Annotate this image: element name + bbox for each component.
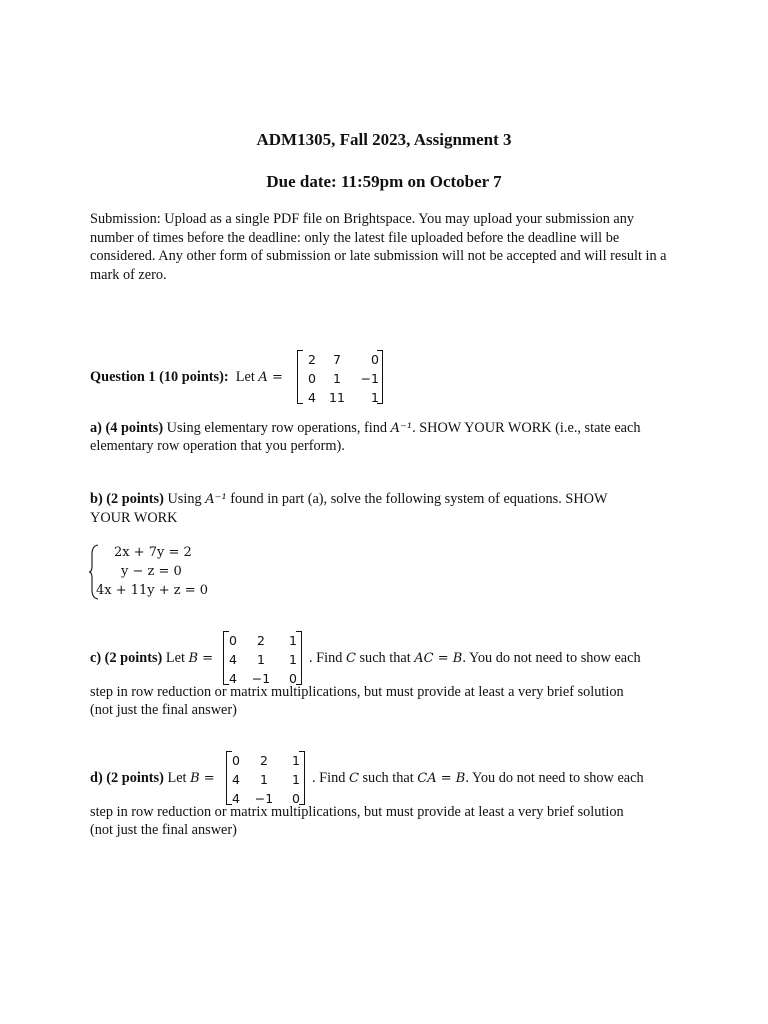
part-c-line-1-right: [309, 650, 641, 667]
matrix-cell: 2: [308, 352, 316, 367]
part-c-find: . Find: [309, 650, 343, 666]
part-d-line-1-left: [90, 770, 215, 787]
part-d-find: . Find: [312, 770, 346, 786]
matrix-cell: 4: [232, 791, 240, 806]
matrix-cell: 4: [229, 652, 237, 667]
part-b-line-1: [90, 491, 607, 508]
matrix-cell: 1: [371, 390, 379, 405]
part-c-such: such that: [359, 650, 411, 666]
part-a-label: a) (4 points): [90, 420, 164, 436]
matrix-cell: 0: [289, 671, 297, 686]
matrix-cell: 0: [292, 791, 300, 806]
part-d-let: Let: [167, 770, 187, 786]
matrix-cell: 0: [371, 352, 379, 367]
matrix-cell: 4: [308, 390, 316, 405]
matrix-cell: 0: [232, 753, 240, 768]
part-d-line-2: step in row reduction or matrix multiplications, but must provide at least a very brief solution: [90, 804, 624, 820]
inverse-symbol: A⁻¹: [205, 492, 227, 507]
question-1-intro: [90, 369, 283, 386]
part-c-line-1-left: [90, 650, 213, 667]
matrix-a-name: A =: [258, 370, 283, 385]
inverse-symbol: A⁻¹: [390, 421, 413, 436]
matrix-cell: 1: [333, 371, 341, 386]
part-d-label: d) (2 points): [90, 770, 164, 786]
matrix-b-grid: [229, 631, 297, 688]
matrix-cell: 0: [229, 633, 237, 648]
question-1-label: Question 1 (10 points):: [90, 369, 229, 385]
matrix-b-d: [226, 751, 305, 805]
assignment-title: ADM1305, Fall 2023, Assignment 3: [256, 130, 512, 149]
matrix-cell: −1: [254, 791, 274, 806]
matrix-cell: 11: [329, 390, 345, 405]
matrix-a: [297, 350, 383, 404]
matrix-b-grid: [232, 751, 300, 808]
equation-2: y − z = 0: [121, 564, 182, 579]
part-c-tail: . You do not need to show each: [462, 650, 641, 666]
equation-ca-b: CA = B: [417, 771, 466, 786]
part-a-text: Using elementary row operations, find: [166, 420, 388, 436]
matrix-cell: 4: [229, 671, 237, 686]
matrix-cell: 2: [260, 753, 268, 768]
equation-1: 2x + 7y = 2: [114, 545, 192, 560]
part-c-label: c) (2 points): [90, 650, 163, 666]
part-a-line-1: [90, 420, 641, 437]
matrix-b-name: B =: [190, 771, 215, 786]
matrix-a-grid: [303, 350, 379, 407]
matrix-cell: 4: [232, 772, 240, 787]
part-c-line-2: step in row reduction or matrix multiplications, but must provide at least a very brief solution: [90, 684, 624, 700]
matrix-cell: 1: [257, 652, 265, 667]
part-d-line-3: (not just the final answer): [90, 822, 237, 838]
matrix-cell: 0: [308, 371, 316, 386]
matrix-cell: −1: [360, 371, 379, 386]
matrix-cell: 2: [257, 633, 265, 648]
equation-ac-b: AC = B: [414, 651, 463, 666]
part-a-text-2: . SHOW YOUR WORK (i.e., state each: [412, 420, 641, 436]
part-d-such: such that: [362, 770, 414, 786]
part-c-let: Let: [165, 650, 185, 666]
matrix-cell: 1: [260, 772, 268, 787]
part-d-line-1-right: [312, 770, 644, 787]
matrix-cell: 1: [292, 753, 300, 768]
part-d-tail: . You do not need to show each: [465, 770, 644, 786]
equation-3: 4x + 11y + z = 0: [96, 583, 209, 598]
part-b-text: Using: [167, 491, 202, 507]
part-c-line-3: (not just the final answer): [90, 702, 237, 718]
matrix-b-name: B =: [188, 651, 214, 666]
var-c: C: [348, 771, 359, 786]
due-date: Due date: 11:59pm on October 7: [266, 172, 502, 191]
matrix-b-c: [223, 631, 302, 685]
submission-instructions: Submission: Upload as a single PDF file on Brightspace. You may upload your submission any number of times before the deadline: only the latest file uploaded before the deadline will be considered. Any other form of submission or late submission will not be accepted and will result in a mark of zero.: [90, 211, 667, 283]
matrix-cell: 1: [289, 652, 297, 667]
question-1-let: Let: [235, 369, 255, 385]
var-c: C: [345, 651, 356, 666]
matrix-cell: 1: [292, 772, 300, 787]
part-b-line-2: YOUR WORK: [90, 510, 178, 526]
matrix-cell: −1: [251, 671, 271, 686]
part-b-text-2: found in part (a), solve the following system of equations. SHOW: [230, 491, 608, 507]
matrix-cell: 1: [289, 633, 297, 648]
part-b-label: b) (2 points): [90, 491, 164, 507]
matrix-cell: 7: [333, 352, 341, 367]
part-a-line-2: elementary row operation that you perform).: [90, 438, 345, 454]
